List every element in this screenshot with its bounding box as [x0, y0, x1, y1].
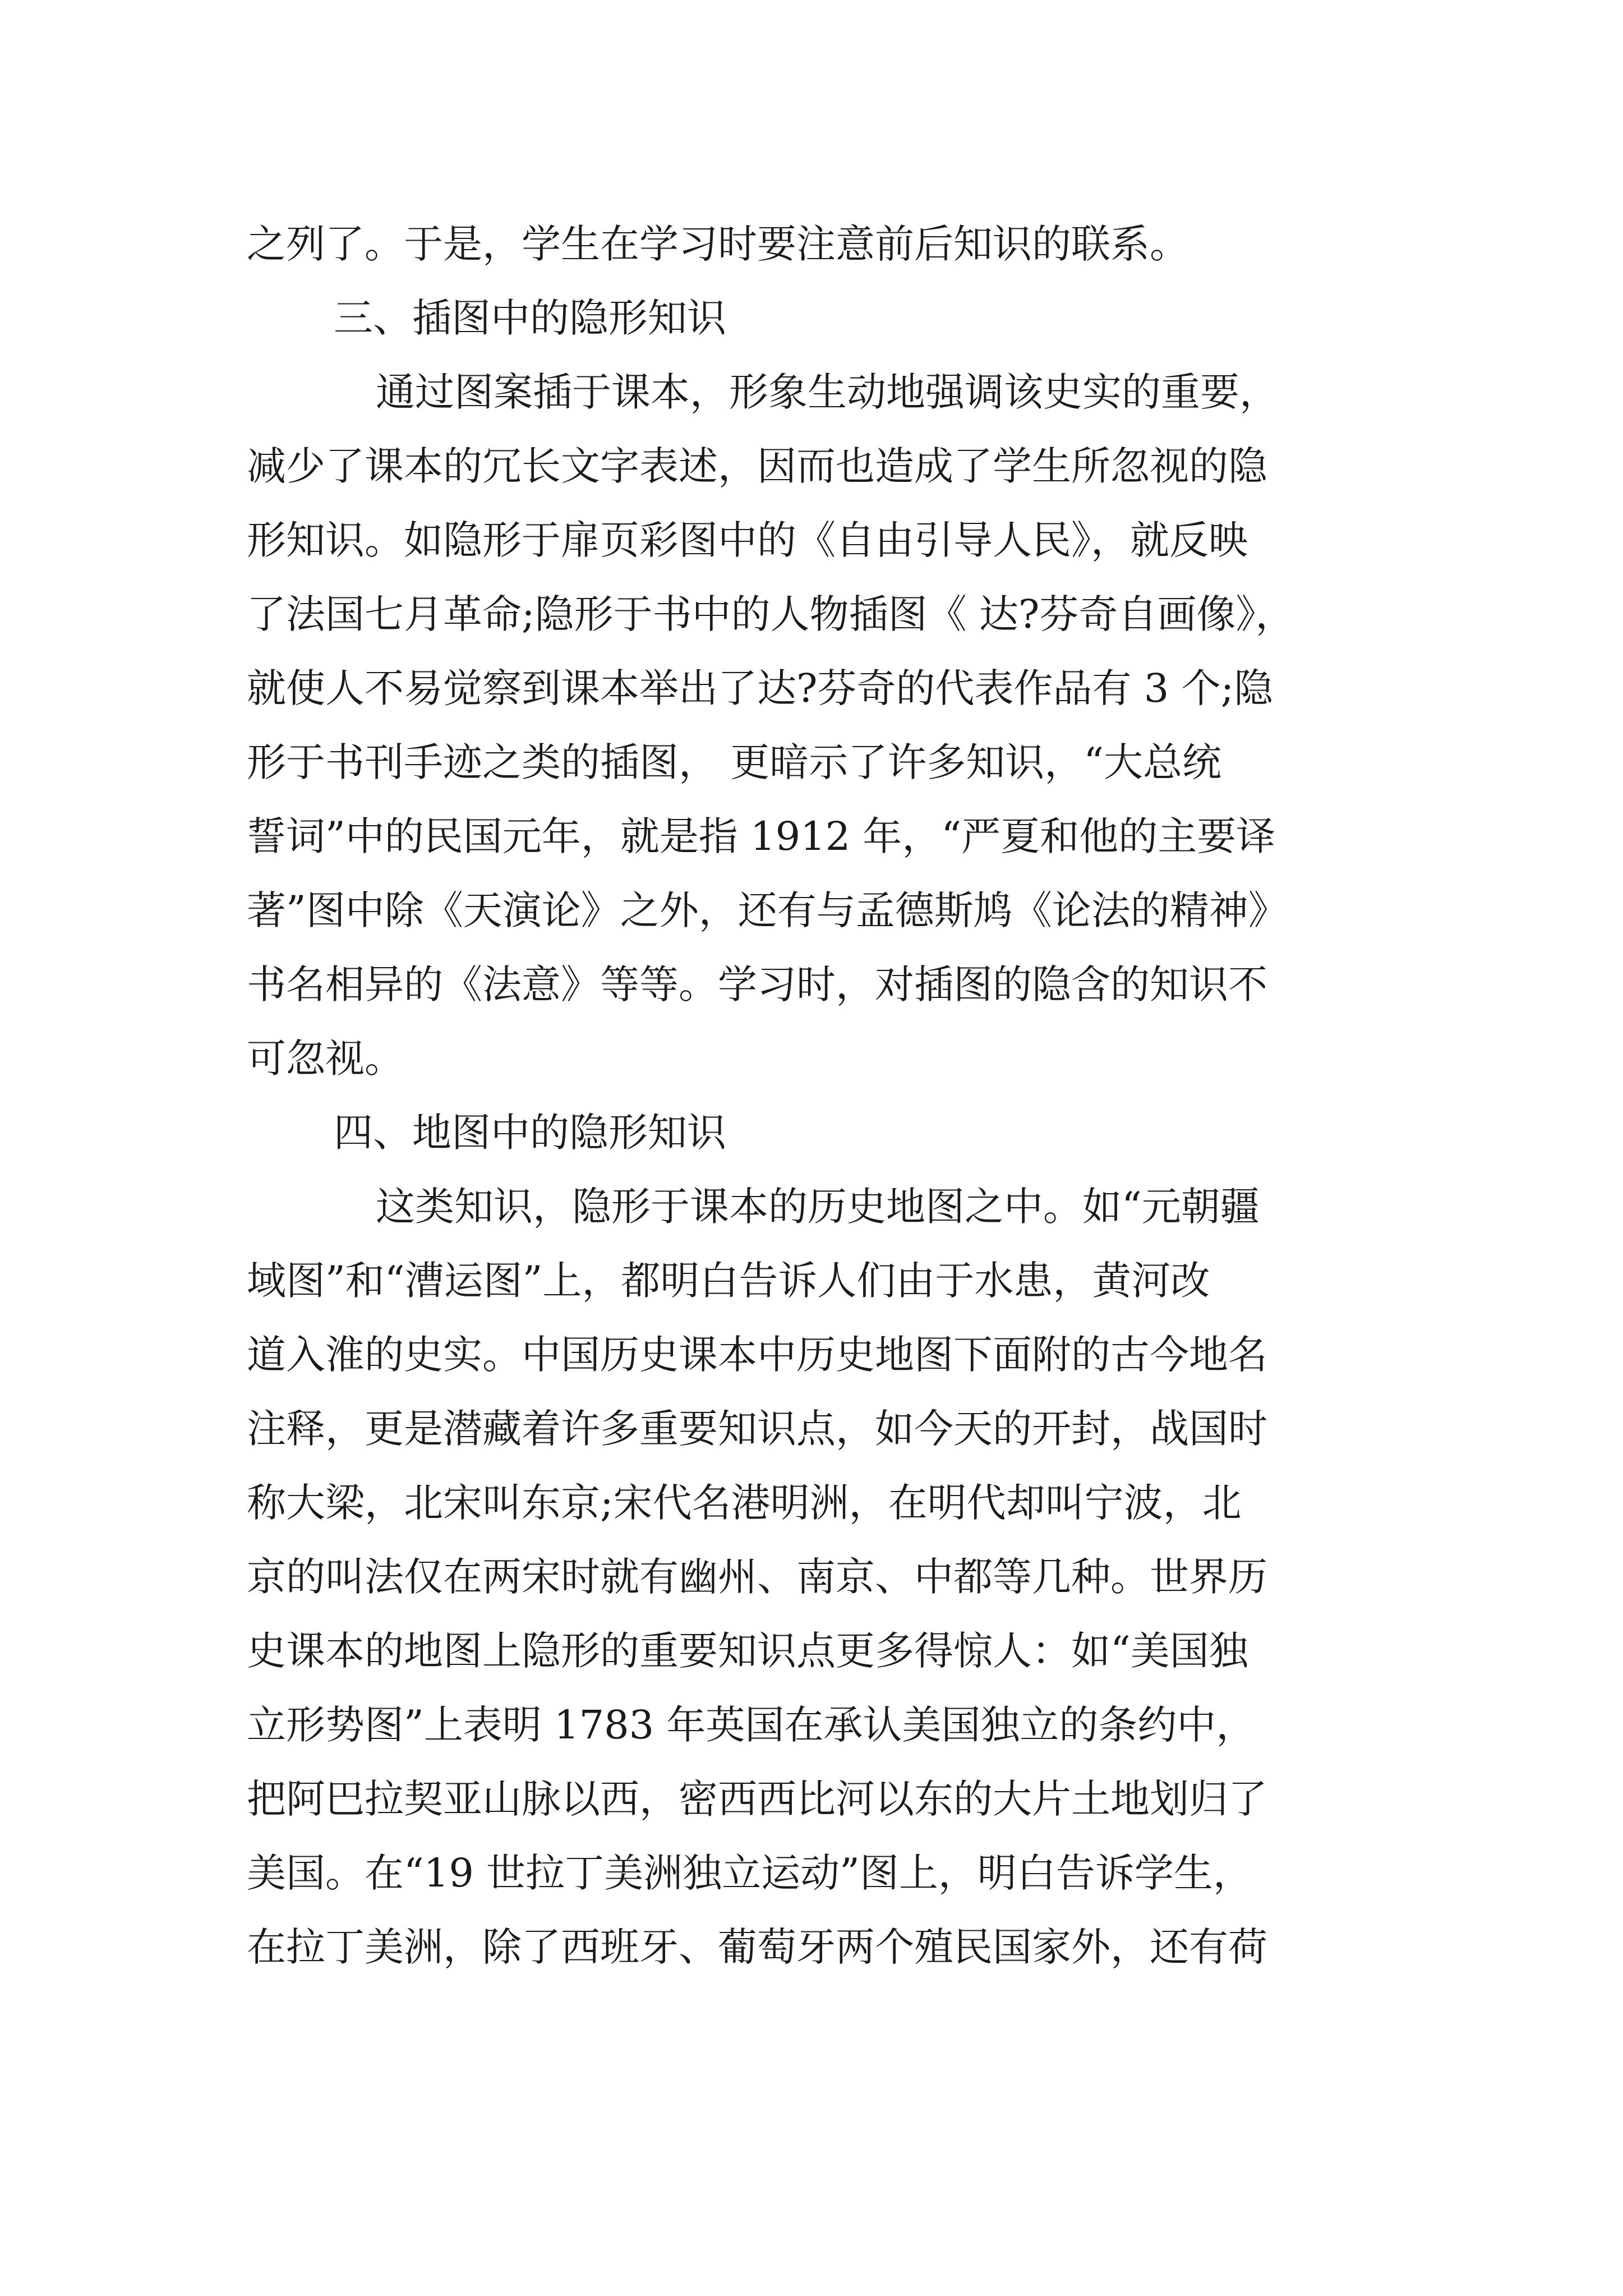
section-heading: 三、插图中的隐形知识	[334, 295, 726, 341]
text-line: 把阿巴拉契亚山脉以西，密西西比河以东的大片土地划归了	[247, 1776, 1267, 1822]
text-line: 减少了课本的冗长文字表述，因而也造成了学生所忽视的隐	[247, 443, 1267, 489]
text-line: 就使人不易觉察到课本举出了达?芬奇的代表作品有 3 个;隐	[247, 665, 1274, 711]
text-line: 形于书刊手迹之类的插图， 更暗示了许多知识，“大总统	[247, 739, 1222, 785]
text-line: 誓词”中的民国元年，就是指 1912 年，“严夏和他的主要译	[247, 813, 1276, 859]
text-line: 在拉丁美洲，除了西班牙、葡萄牙两个殖民国家外，还有荷	[247, 1924, 1267, 1970]
text-line: 这类知识，隐形于课本的历史地图之中。如“元朝疆	[376, 1184, 1260, 1230]
text-line: 著”图中除《天演论》之外，还有与孟德斯鸠《论法的精神》	[247, 887, 1288, 933]
text-line: 之列了。于是，学生在学习时要注意前后知识的联系。	[247, 221, 1189, 267]
text-line: 京的叫法仅在两宋时就有幽州、南京、中都等几种。世界历	[247, 1554, 1267, 1600]
text-line: 立形势图”上表明 1783 年英国在承认美国独立的条约中，	[247, 1702, 1256, 1748]
text-line: 道入淮的史实。中国历史课本中历史地图下面附的古今地名	[247, 1332, 1267, 1378]
text-line: 注释，更是潜藏着许多重要知识点，如今天的开封，战国时	[247, 1406, 1267, 1452]
text-line: 了法国七月革命;隐形于书中的人物插图《 达?芬奇自画像》，	[247, 591, 1295, 637]
text-line: 可忽视。	[247, 1036, 404, 1082]
text-line: 通过图案插于课本，形象生动地强调该史实的重要，	[376, 369, 1279, 415]
section-heading: 四、地图中的隐形知识	[334, 1110, 726, 1156]
text-line: 形知识。如隐形于扉页彩图中的《自由引导人民》，就反映	[247, 517, 1248, 563]
text-line: 称大梁，北宋叫东京;宋代名港明洲，在明代却叫宁波，北	[247, 1480, 1242, 1526]
text-line: 域图”和“漕运图”上，都明白告诉人们由于水患，黄河改	[247, 1258, 1210, 1304]
text-line: 书名相异的《法意》等等。学习时，对插图的隐含的知识不	[247, 961, 1267, 1007]
text-line: 史课本的地图上隐形的重要知识点更多得惊人：如“美国独	[247, 1628, 1248, 1674]
text-line: 美国。在“19 世拉丁美洲独立运动”图上，明白告诉学生，	[247, 1850, 1252, 1896]
